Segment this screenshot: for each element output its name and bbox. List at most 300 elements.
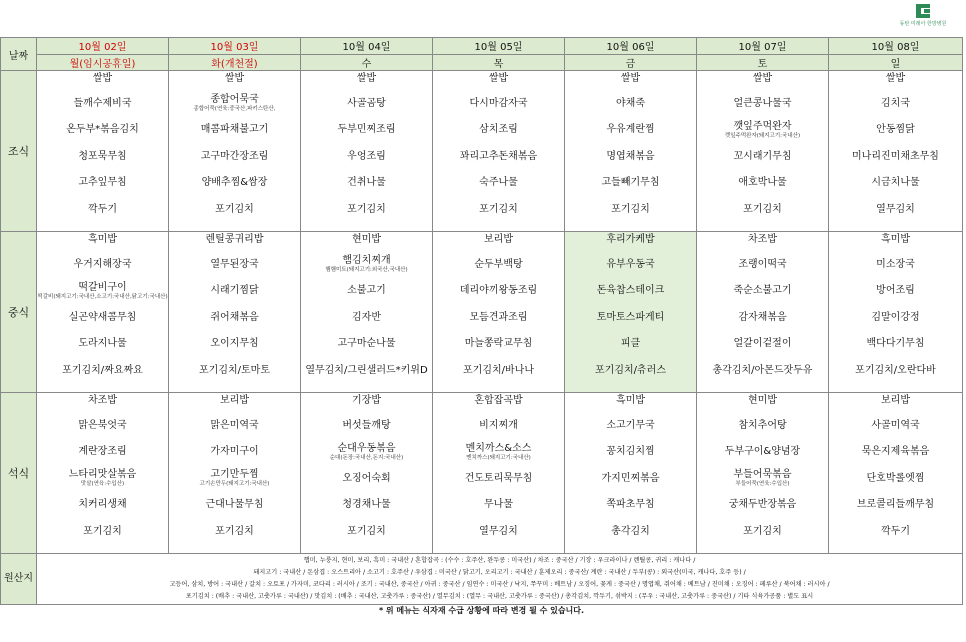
menu-item bbox=[301, 331, 432, 358]
menu-item-name: 궁채두반장볶음 bbox=[728, 499, 797, 511]
menu-cell bbox=[301, 232, 433, 393]
menu-item bbox=[829, 196, 962, 223]
menu-item-name: 쌀밥 bbox=[488, 73, 509, 84]
menu-item bbox=[37, 439, 168, 466]
menu-item-name: 포기김치 bbox=[83, 525, 122, 537]
menu-item bbox=[301, 143, 432, 170]
origin-line: 햅미, 누룽지, 현미, 보리, 흑미 : 국내산 / 혼합잡곡 : (수수 : 호주산, 완두콩 : 미국산) / 차조 : 중국산 / 기장 : 우크라이나 / 렌틸콩, 귀리 : 캐나다 / bbox=[303, 557, 696, 564]
menu-cell bbox=[301, 393, 433, 554]
menu-item-name: 유부우동국 bbox=[606, 258, 655, 270]
menu-item-name: 모듬견과조림 bbox=[469, 311, 528, 323]
menu-item bbox=[829, 232, 962, 251]
menu-item-name: 포기김치 bbox=[215, 525, 254, 537]
date-cell: 10월 06일 bbox=[565, 38, 697, 55]
menu-item bbox=[169, 331, 300, 358]
date-cell: 10월 07일 bbox=[697, 38, 829, 55]
menu-item bbox=[829, 393, 962, 412]
menu-item bbox=[37, 143, 168, 170]
menu-item bbox=[169, 278, 300, 305]
menu-item-name: 온두부*볶음김치 bbox=[66, 124, 139, 136]
menu-item-name: 안동찜닭 bbox=[876, 124, 915, 136]
menu-item bbox=[433, 196, 564, 223]
menu-item bbox=[565, 232, 696, 251]
menu-item bbox=[565, 278, 696, 305]
weekday-cell: 월(임시공휴일) bbox=[37, 55, 169, 71]
menu-item-note: 햄햄미트(돼지고기:외국산,국내산) bbox=[325, 267, 408, 274]
menu-cell bbox=[433, 232, 565, 393]
menu-item-name: 삼치조림 bbox=[479, 124, 518, 136]
weekday-cell: 토 bbox=[697, 55, 829, 71]
menu-item bbox=[433, 170, 564, 197]
menu-item bbox=[433, 143, 564, 170]
menu-item bbox=[301, 196, 432, 223]
menu-cell bbox=[565, 393, 697, 554]
menu-item bbox=[565, 331, 696, 358]
menu-item-name: 버섯들깨탕 bbox=[342, 419, 391, 431]
footer-note: * 위 메뉴는 식자재 수급 상황에 따라 변경 될 수 있습니다. bbox=[378, 606, 585, 615]
menu-item bbox=[301, 304, 432, 331]
menu-item-name: 오이지무침 bbox=[210, 338, 259, 350]
menu-item bbox=[829, 492, 962, 519]
menu-item bbox=[697, 71, 828, 90]
menu-item-name: 총각김치 bbox=[611, 525, 650, 537]
menu-item-name: 포기김치/바나나 bbox=[463, 364, 534, 376]
menu-item-name: 차조밥 bbox=[748, 234, 777, 245]
menu-item bbox=[697, 143, 828, 170]
menu-item-name: 고기만두찜 bbox=[210, 469, 259, 481]
menu-item bbox=[565, 71, 696, 90]
menu-item-name: 보리밥 bbox=[484, 234, 513, 245]
menu-item bbox=[433, 278, 564, 305]
menu-item bbox=[565, 518, 696, 545]
menu-item bbox=[829, 518, 962, 545]
menu-item bbox=[301, 518, 432, 545]
menu-cell bbox=[829, 232, 963, 393]
menu-item bbox=[697, 90, 828, 117]
menu-item bbox=[433, 331, 564, 358]
menu-item bbox=[37, 71, 168, 90]
menu-item bbox=[37, 251, 168, 278]
menu-item-name: 토마토스파게티 bbox=[596, 311, 665, 323]
menu-cell bbox=[169, 232, 301, 393]
menu-item-name: 사골미역국 bbox=[871, 419, 920, 431]
menu-item bbox=[565, 251, 696, 278]
menu-item bbox=[433, 71, 564, 90]
menu-item bbox=[433, 393, 564, 412]
origin-line: 고등어, 삼치, 방어 : 국내산 / 갈치 : 오토포 / 가자미, 코다리 : 러시아 / 조기 : 국내산, 중국산 / 아귀 : 중국산 / 임연수 : 미국산 / 낙지, 쭈꾸미 : 베트남 / 오징어, 꽃게 : 중국산 / 명엽채, 쥐어채 : 베트남 / 진미채 : 오징어 : 페루산 / 북어채 : 러시아 / bbox=[169, 581, 830, 588]
menu-item bbox=[37, 170, 168, 197]
menu-item bbox=[301, 357, 432, 384]
menu-cell bbox=[301, 71, 433, 232]
menu-item-note: 순대(돈장:국내산,돈지:국내산) bbox=[329, 454, 404, 461]
menu-item-name: 청경채나물 bbox=[342, 499, 391, 511]
menu-item-name: 고추잎무침 bbox=[78, 177, 127, 189]
menu-item-name: 포기김치 bbox=[479, 203, 518, 215]
weekday-cell: 금 bbox=[565, 55, 697, 71]
menu-item-name: 후리가케밥 bbox=[606, 234, 655, 245]
menu-item-name: 포기김치/짜요짜요 bbox=[62, 364, 143, 376]
menu-item-name: 맑은미역국 bbox=[210, 419, 259, 431]
menu-item bbox=[433, 492, 564, 519]
menu-item-name: 열무김치 bbox=[876, 203, 915, 215]
menu-item-name: 브로콜리들깨무침 bbox=[856, 499, 935, 511]
menu-item bbox=[169, 90, 300, 117]
meal-row-2 bbox=[1, 393, 963, 554]
menu-item bbox=[565, 117, 696, 144]
menu-item bbox=[169, 439, 300, 466]
menu-item bbox=[697, 393, 828, 412]
origin-row bbox=[1, 554, 963, 605]
date-cell: 10월 08일 bbox=[829, 38, 963, 55]
menu-item bbox=[697, 492, 828, 519]
menu-item bbox=[169, 117, 300, 144]
menu-item-name: 쌀밥 bbox=[356, 73, 377, 84]
menu-item-name: 청포묵무침 bbox=[78, 150, 127, 162]
menu-item bbox=[301, 465, 432, 492]
menu-item-name: 순대우동볶음 bbox=[337, 442, 396, 454]
menu-item bbox=[565, 170, 696, 197]
menu-item bbox=[565, 90, 696, 117]
menu-item-name: 쪽파초무침 bbox=[606, 499, 655, 511]
menu-item bbox=[433, 304, 564, 331]
weekday-cell: 수 bbox=[301, 55, 433, 71]
origin-line: 포기김치 : (배추 : 국내산, 고춧가루 : 국내산) / 맛김치 : (배추 : 국내산, 고춧가루 : 중국산) / 열무김치 : (열무 : 국내산, 고춧가루 : 중국산) / 총각김치, 깍두기, 섞박지 : (무우 : 국내산, 고춧가루 : 중국산) / 기타 식육가공품 : 별도 표시 bbox=[185, 593, 814, 600]
menu-item-name: 맑은북엇국 bbox=[78, 419, 127, 431]
menu-item-name: 포기김치 bbox=[215, 203, 254, 215]
menu-item-name: 쥐어채볶음 bbox=[210, 311, 259, 323]
menu-item bbox=[169, 232, 300, 251]
menu-item-name: 참치추어탕 bbox=[738, 419, 787, 431]
menu-item bbox=[433, 439, 564, 466]
meal-row-0 bbox=[1, 71, 963, 232]
menu-item-note: 멘치까스(돼지고기:국내산) bbox=[466, 454, 531, 461]
menu-item-name: 열무김치/그린샐러드*키위D bbox=[305, 364, 428, 376]
menu-item-name: 포기김치 bbox=[743, 525, 782, 537]
menu-item bbox=[301, 232, 432, 251]
menu-item bbox=[37, 492, 168, 519]
menu-item bbox=[697, 304, 828, 331]
menu-item bbox=[169, 492, 300, 519]
menu-cell bbox=[169, 71, 301, 232]
menu-item-name: 총각김치/아몬드잣두유 bbox=[712, 364, 813, 376]
menu-cell bbox=[565, 232, 697, 393]
menu-item bbox=[829, 357, 962, 384]
menu-item-name: 죽순소불고기 bbox=[733, 285, 792, 297]
menu-item-note: 부들어묵(연육:수입산) bbox=[735, 481, 790, 488]
menu-item bbox=[301, 90, 432, 117]
menu-item-name: 꽈리고추돈채볶음 bbox=[459, 150, 538, 162]
date-cell: 10월 04일 bbox=[301, 38, 433, 55]
menu-item bbox=[37, 518, 168, 545]
menu-item-name: 가지민찌볶음 bbox=[601, 472, 660, 484]
menu-cell bbox=[697, 393, 829, 554]
menu-item bbox=[301, 278, 432, 305]
menu-item-name: 애호박나물 bbox=[738, 177, 787, 189]
menu-item-name: 포기김치 bbox=[347, 203, 386, 215]
meal-label: 조식 bbox=[1, 71, 37, 232]
menu-item bbox=[169, 71, 300, 90]
menu-item-name: 마늘쫑락교무침 bbox=[464, 338, 533, 350]
menu-item-name: 데리야끼왕동조림 bbox=[459, 285, 538, 297]
menu-item-name: 쌀밥 bbox=[224, 73, 245, 84]
menu-item bbox=[697, 117, 828, 144]
meal-row-1 bbox=[1, 232, 963, 393]
menu-item-name: 고구마간장조림 bbox=[200, 150, 269, 162]
menu-item-name: 보리밥 bbox=[220, 395, 249, 406]
menu-item bbox=[565, 393, 696, 412]
menu-item bbox=[37, 90, 168, 117]
menu-item-name: 들깨수제비국 bbox=[73, 97, 132, 109]
menu-item bbox=[565, 465, 696, 492]
menu-item-name: 순두부백탕 bbox=[474, 258, 523, 270]
menu-item-name: 포기김치 bbox=[611, 203, 650, 215]
menu-item-name: 포기김치 bbox=[347, 525, 386, 537]
menu-item-name: 오징어숙회 bbox=[342, 472, 391, 484]
menu-item-note: 종합어묵(연육:중국산,파키스탄산, bbox=[193, 106, 276, 113]
menu-item-name: 감자채볶음 bbox=[738, 311, 787, 323]
menu-item-name: 백다다기무침 bbox=[866, 338, 925, 350]
menu-cell bbox=[433, 393, 565, 554]
menu-item-name: 시금치나물 bbox=[871, 177, 920, 189]
menu-item-name: 꼬시래기무침 bbox=[733, 150, 792, 162]
menu-item-name: 깍두기 bbox=[88, 203, 117, 215]
menu-item-name: 미소장국 bbox=[876, 258, 915, 270]
menu-item bbox=[433, 90, 564, 117]
menu-item-name: 현미밥 bbox=[352, 234, 381, 245]
menu-item-name: 치커리생채 bbox=[78, 499, 127, 511]
menu-item-name: 건취나물 bbox=[347, 177, 386, 189]
menu-item bbox=[565, 143, 696, 170]
menu-item bbox=[301, 412, 432, 439]
weekday-row bbox=[1, 55, 963, 71]
menu-item-name: 조랭이떡국 bbox=[738, 258, 787, 270]
menu-item bbox=[697, 357, 828, 384]
origin-label: 원산지 bbox=[1, 554, 37, 605]
menu-item-name: 기장밥 bbox=[352, 395, 381, 406]
menu-item bbox=[433, 518, 564, 545]
menu-item bbox=[169, 170, 300, 197]
menu-item bbox=[37, 304, 168, 331]
menu-item-name: 명엽채볶음 bbox=[606, 150, 655, 162]
menu-item-name: 깍두기 bbox=[881, 525, 910, 537]
date-cell: 10월 03일 bbox=[169, 38, 301, 55]
menu-item-name: 열무된장국 bbox=[210, 258, 259, 270]
menu-item-name: 두부민찌조림 bbox=[337, 124, 396, 136]
menu-cell bbox=[565, 71, 697, 232]
menu-cell bbox=[697, 71, 829, 232]
menu-item bbox=[697, 278, 828, 305]
menu-item bbox=[301, 117, 432, 144]
date-row bbox=[1, 38, 963, 55]
menu-item bbox=[169, 304, 300, 331]
menu-item bbox=[169, 196, 300, 223]
menu-cell bbox=[433, 71, 565, 232]
menu-item bbox=[433, 251, 564, 278]
menu-item bbox=[169, 465, 300, 492]
menu-item bbox=[169, 143, 300, 170]
menu-item bbox=[829, 304, 962, 331]
weekday-cell: 화(개천절) bbox=[169, 55, 301, 71]
meal-label: 중식 bbox=[1, 232, 37, 393]
menu-item-name: 포기김치 bbox=[743, 203, 782, 215]
logo-icon bbox=[916, 4, 930, 18]
menu-item-note: 깻잎주먹완자(돼지고기:국내산) bbox=[724, 132, 801, 139]
menu-item-name: 무나물 bbox=[484, 499, 513, 511]
menu-item bbox=[37, 117, 168, 144]
menu-item bbox=[697, 518, 828, 545]
menu-item bbox=[829, 278, 962, 305]
menu-item bbox=[565, 196, 696, 223]
menu-item bbox=[829, 143, 962, 170]
menu-item bbox=[37, 232, 168, 251]
menu-item bbox=[697, 196, 828, 223]
menu-item bbox=[301, 71, 432, 90]
menu-item bbox=[301, 393, 432, 412]
menu-item-name: 우거지해장국 bbox=[73, 258, 132, 270]
date-cell: 10월 02일 bbox=[37, 38, 169, 55]
menu-item-name: 방어조림 bbox=[876, 285, 915, 297]
menu-item-name: 흑미밥 bbox=[88, 234, 117, 245]
menu-item-name: 비지찌개 bbox=[479, 419, 518, 431]
menu-item-name: 돈육찹스테이크 bbox=[596, 285, 665, 297]
menu-item-name: 보리밥 bbox=[881, 395, 910, 406]
menu-item-name: 다시마감자국 bbox=[469, 97, 528, 109]
menu-item bbox=[697, 170, 828, 197]
menu-cell bbox=[169, 393, 301, 554]
menu-cell bbox=[697, 232, 829, 393]
menu-cell bbox=[37, 393, 169, 554]
menu-item-note: 고기손만두(돼지고기:국내산) bbox=[199, 481, 270, 488]
menu-item-name: 열무김치 bbox=[479, 525, 518, 537]
menu-item-name: 사골곰탕 bbox=[347, 97, 386, 109]
menu-item-name: 우유계란찜 bbox=[606, 124, 655, 136]
menu-item-name: 혼합잡곡밥 bbox=[474, 395, 523, 406]
menu-item-name: 두부구이&양념장 bbox=[724, 446, 801, 458]
menu-item bbox=[301, 170, 432, 197]
menu-item bbox=[37, 357, 168, 384]
meal-body bbox=[1, 71, 963, 554]
menu-item-name: 건도토리묵무침 bbox=[464, 472, 533, 484]
menu-item-name: 가자미구이 bbox=[210, 446, 259, 458]
menu-item bbox=[169, 518, 300, 545]
menu-item bbox=[829, 465, 962, 492]
menu-item-name: 떡갈비구이 bbox=[78, 281, 127, 293]
menu-cell bbox=[829, 393, 963, 554]
menu-item bbox=[565, 357, 696, 384]
menu-item bbox=[829, 71, 962, 90]
menu-item-note: 맛살(연육:수입산) bbox=[80, 481, 125, 488]
menu-item-name: 멘치까스&소스 bbox=[465, 442, 532, 454]
menu-item bbox=[169, 357, 300, 384]
menu-item bbox=[433, 117, 564, 144]
weekday-cell: 목 bbox=[433, 55, 565, 71]
menu-cell bbox=[829, 71, 963, 232]
menu-cell bbox=[37, 232, 169, 393]
menu-item-name: 시래기찜닭 bbox=[210, 285, 259, 297]
menu-item bbox=[697, 232, 828, 251]
date-label: 날짜 bbox=[1, 38, 37, 71]
menu-item-name: 소불고기 bbox=[347, 285, 386, 297]
menu-item-name: 실곤약새콤무침 bbox=[68, 311, 137, 323]
menu-item-name: 양배추찜&쌈장 bbox=[201, 177, 268, 189]
menu-item bbox=[565, 304, 696, 331]
menu-item-name: 렌틸콩귀리밥 bbox=[205, 234, 264, 245]
menu-item bbox=[565, 492, 696, 519]
menu-item-name: 포기김치/토마토 bbox=[199, 364, 270, 376]
menu-item bbox=[829, 117, 962, 144]
menu-item bbox=[433, 412, 564, 439]
menu-item-name: 쌀밥 bbox=[92, 73, 113, 84]
menu-item bbox=[37, 393, 168, 412]
menu-item-note: 떡갈비(돼지고기:국내산,소고기:국내산,닭고기:국내산) bbox=[37, 293, 168, 300]
menu-item-name: 느타리맛살볶음 bbox=[68, 469, 137, 481]
menu-item bbox=[37, 465, 168, 492]
menu-item bbox=[829, 439, 962, 466]
menu-item-name: 얼갈이겉절이 bbox=[733, 338, 792, 350]
menu-item-name: 꽁치김치찜 bbox=[606, 446, 655, 458]
menu-item-name: 부들어묵볶음 bbox=[733, 469, 792, 481]
menu-item-name: 미나리진미채초무침 bbox=[852, 150, 939, 162]
origin-text bbox=[37, 554, 963, 605]
menu-item bbox=[697, 331, 828, 358]
menu-item-name: 근대나물무침 bbox=[205, 499, 264, 511]
menu-item-name: 고들빼기무침 bbox=[601, 177, 660, 189]
menu-item-name: 단호박롤엣찜 bbox=[866, 472, 925, 484]
menu-item-name: 깻잎주먹완자 bbox=[733, 120, 792, 132]
menu-item-name: 흑미밥 bbox=[881, 234, 910, 245]
menu-item-name: 김자반 bbox=[352, 311, 381, 323]
weekday-cell: 일 bbox=[829, 55, 963, 71]
menu-item-name: 김치국 bbox=[881, 97, 910, 109]
menu-item bbox=[697, 439, 828, 466]
hospital-logo bbox=[893, 4, 953, 34]
logo-text: 동탄 미래아 한방병원 bbox=[899, 21, 947, 27]
menu-item bbox=[37, 412, 168, 439]
menu-item bbox=[37, 278, 168, 305]
menu-item bbox=[829, 90, 962, 117]
menu-item-name: 종합어묵국 bbox=[210, 94, 259, 106]
menu-item bbox=[697, 465, 828, 492]
menu-item bbox=[829, 331, 962, 358]
menu-item-name: 고구마순나물 bbox=[337, 338, 396, 350]
menu-item bbox=[565, 412, 696, 439]
menu-item bbox=[697, 412, 828, 439]
menu-item bbox=[301, 251, 432, 278]
menu-item-name: 쌀밥 bbox=[885, 73, 906, 84]
menu-item-name: 흑미밥 bbox=[616, 395, 645, 406]
date-cell: 10월 05일 bbox=[433, 38, 565, 55]
menu-item bbox=[433, 465, 564, 492]
menu-item-name: 쌀밥 bbox=[752, 73, 773, 84]
menu-item-name: 포기김치/츄러스 bbox=[595, 364, 666, 376]
menu-item-name: 도라지나물 bbox=[78, 338, 127, 350]
menu-item-name: 야채죽 bbox=[616, 97, 645, 109]
menu-item bbox=[829, 170, 962, 197]
menu-item bbox=[301, 439, 432, 466]
menu-item-name: 김말이강정 bbox=[871, 311, 920, 323]
menu-item bbox=[829, 251, 962, 278]
menu-item-name: 쌀밥 bbox=[620, 73, 641, 84]
menu-item bbox=[433, 357, 564, 384]
menu-item-name: 우엉조림 bbox=[347, 150, 386, 162]
menu-item-name: 햄김치찌개 bbox=[342, 255, 391, 267]
menu-item-name: 소고기무국 bbox=[606, 419, 655, 431]
menu-item bbox=[169, 251, 300, 278]
menu-item bbox=[37, 331, 168, 358]
menu-item bbox=[169, 412, 300, 439]
menu-cell bbox=[37, 71, 169, 232]
origin-line: 돼지고기 : 국내산 / 돈삼겹 : 오스트리아 / 소고기 : 호주산 / 우삼겹 : 미국산 / 닭고기, 오리고기 : 국내산 / 훈제오리 : 중국산/ 계란 : 국내산 / 두부(콩) : 외국산(미국, 캐나다, 호주 등) / bbox=[253, 569, 746, 576]
